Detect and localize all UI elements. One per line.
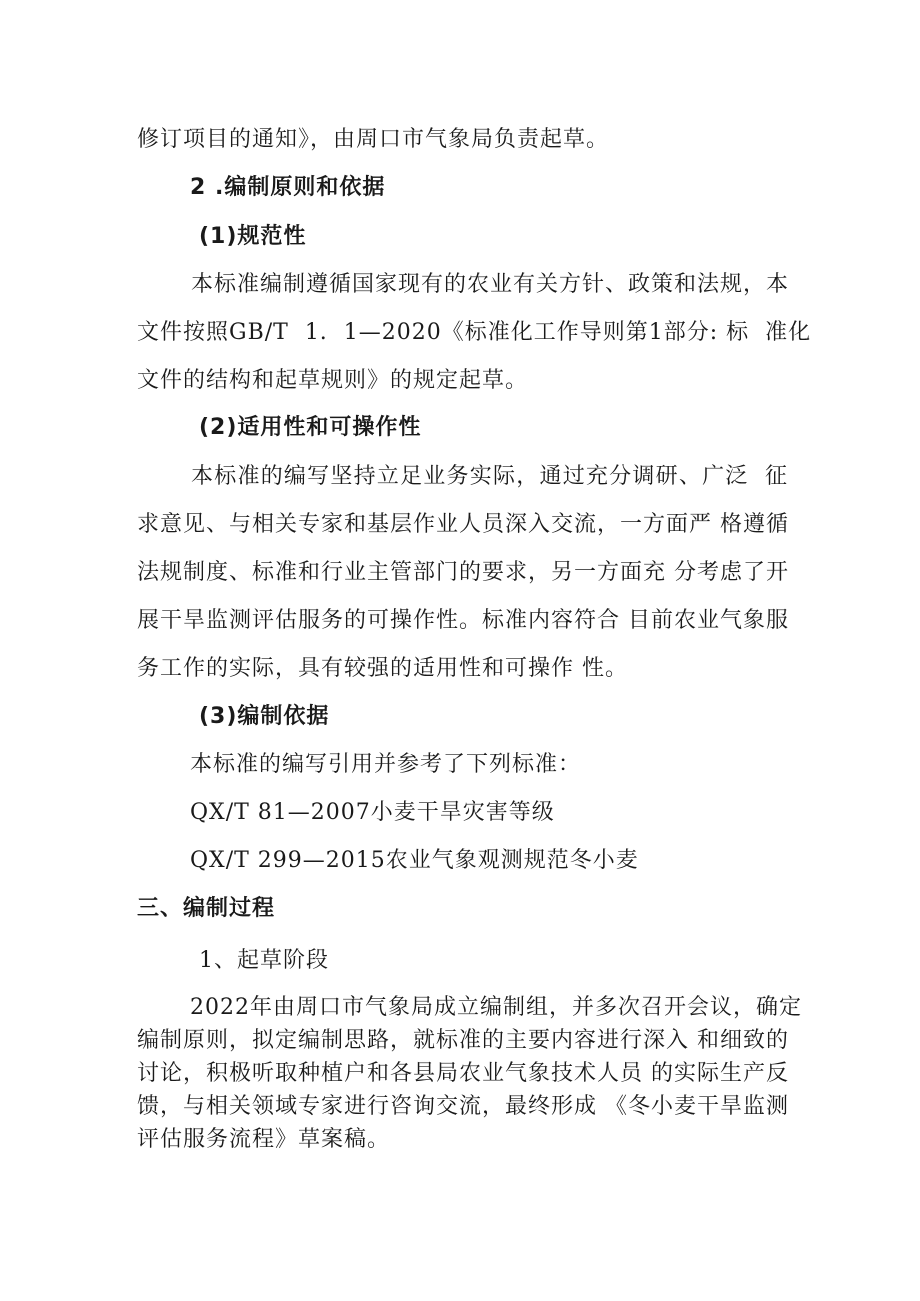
- paragraph-line: 求意见、与相关专家和基层作业人员深入交流，一方面严 格遵循: [137, 512, 789, 537]
- paragraph-line: 文件按照GB/T 1. 1—2020《标准化工作导则第1部分: 标 准化: [137, 320, 812, 345]
- paragraph-line: 修订项目的通知》，由周口市气象局负责起草。: [137, 127, 610, 152]
- reference-item: QX/T 299—2015农业气象观测规范冬小麦: [190, 848, 639, 873]
- subsection-heading: (3)编制依据: [199, 704, 330, 729]
- paragraph-line: 文件的结构和起草规则》的规定起草。: [137, 368, 529, 393]
- paragraph-line: 本标准的编写坚持立足业务实际，通过充分调研、广泛 征: [191, 464, 788, 489]
- subsection-heading: (1)规范性: [199, 224, 307, 249]
- paragraph-line: 本标准编制遵循国家现有的农业有关方针、政策和法规，本: [191, 272, 790, 297]
- paragraph-line: 编制原则，拟定编制思路，就标准的主要内容进行深入 和细致的: [137, 1028, 789, 1053]
- paragraph-line: 2022年由周口市气象局成立编制组，并多次召开会议，确定: [190, 995, 802, 1020]
- paragraph-line: 本标准的编写引用并参考了下列标准：: [190, 752, 582, 777]
- paragraph-line: 评估服务流程》草案稿。: [137, 1127, 391, 1152]
- section-heading: 2 .编制原则和依据: [190, 175, 386, 200]
- paragraph-line: 讨论，积极听取种植户和各县局农业气象技术人员 的实际生产反: [137, 1061, 789, 1086]
- paragraph-line: 务工作的实际，具有较强的适用性和可操作 性。: [137, 656, 628, 681]
- paragraph-line: 法规制度、标准和行业主管部门的要求，另一方面充 分考虑了开: [137, 560, 789, 585]
- paragraph-line: 馈，与相关领域专家进行咨询交流，最终形成 《冬小麦干旱监测: [137, 1094, 789, 1119]
- subsection-heading: 1、起草阶段: [199, 948, 329, 973]
- reference-item: QX/T 81—2007小麦干旱灾害等级: [190, 800, 555, 825]
- chapter-heading: 三、编制过程: [137, 896, 276, 921]
- paragraph-line: 展干旱监测评估服务的可操作性。标准内容符合 目前农业气象服: [137, 608, 789, 633]
- subsection-heading: (2)适用性和可操作性: [199, 415, 422, 440]
